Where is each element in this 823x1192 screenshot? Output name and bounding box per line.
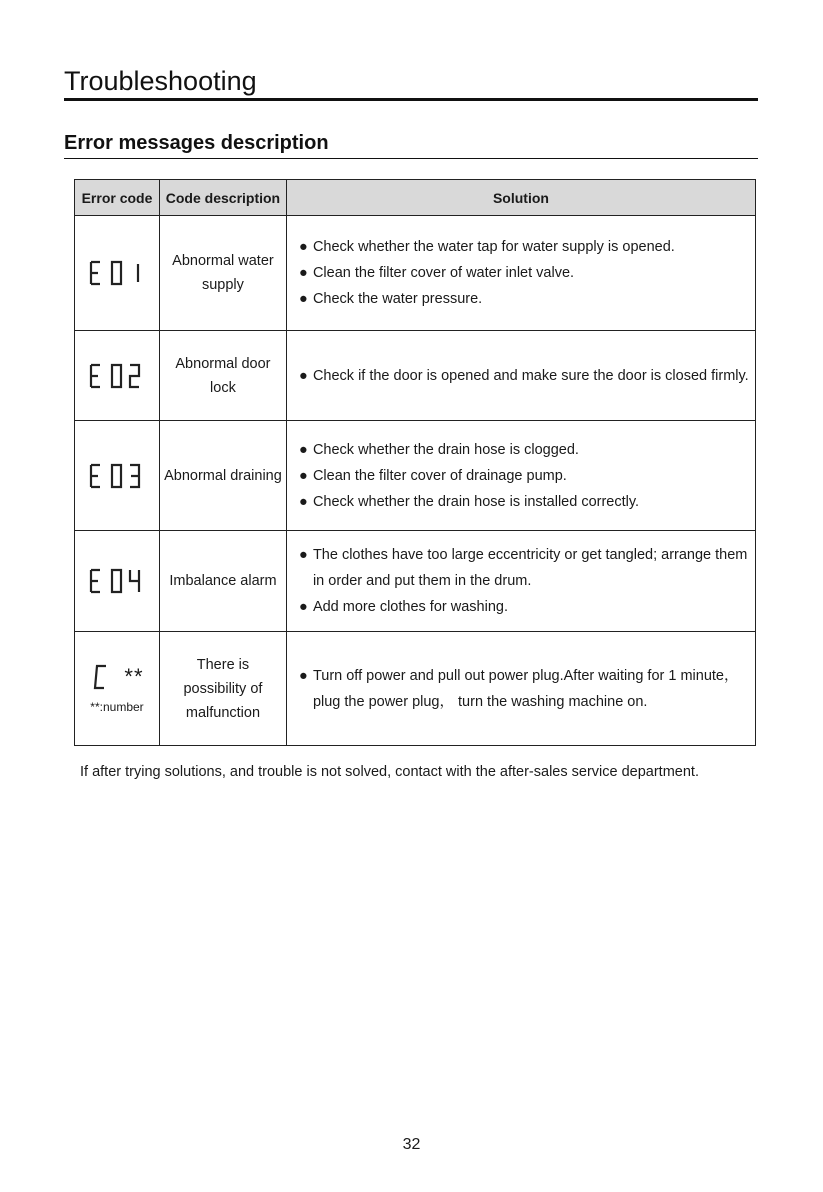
solution-item: ● Check whether the drain hose is clogged. — [299, 437, 751, 463]
error-code-e04-display — [88, 568, 146, 594]
code-description: Abnormal draining — [159, 421, 286, 531]
solution-item: ● Clean the filter cover of drainage pump. — [299, 463, 751, 489]
solution-item: ● Check whether the drain hose is installed correctly. — [299, 489, 751, 515]
bullet-icon: ● — [298, 599, 308, 615]
solution-cell — [286, 331, 755, 421]
table-row — [75, 531, 756, 632]
solution-item: ● Add more clothes for washing. — [299, 594, 751, 620]
section-rule — [64, 158, 758, 159]
solution-item: ● Turn off power and pull out power plug.After waiting for 1 minute， plug the power plug， turn the washing machine on. — [299, 663, 751, 715]
title-rule — [64, 98, 758, 101]
bullet-icon: ● — [298, 441, 308, 458]
code-description: Abnormal water supply — [159, 216, 286, 331]
table-row — [75, 632, 756, 746]
page-title: Troubleshooting — [64, 66, 257, 96]
error-code-cell — [75, 531, 160, 632]
solution-item: ● Check if the door is opened and make sure the door is closed firmly. — [299, 363, 751, 389]
solution-item: ● Check the water pressure. — [299, 286, 751, 312]
code-description: Imbalance alarm — [159, 531, 286, 632]
bullet-icon: ● — [298, 467, 308, 484]
error-code-cell — [75, 632, 160, 746]
error-code-cell — [75, 421, 160, 531]
bullet-icon: ● — [298, 291, 308, 307]
bullet-icon: ● — [298, 265, 308, 281]
solution-cell — [286, 632, 755, 746]
table-header-row — [75, 180, 756, 216]
bullet-icon: ● — [298, 493, 308, 510]
page-number: 32 — [402, 1136, 421, 1153]
error-code-e03-display — [88, 463, 146, 489]
table-row — [75, 331, 756, 421]
bullet-icon: ● — [298, 239, 308, 255]
solution-cell — [286, 421, 755, 531]
error-code-e01-display — [88, 260, 146, 286]
error-code-suffix: ** — [124, 663, 144, 689]
solution-item: ● Clean the filter cover of water inlet valve. — [299, 260, 751, 286]
solution-item: ● Check whether the water tap for water supply is opened. — [299, 234, 751, 260]
header-error-code: Error code — [75, 180, 160, 216]
solution-cell — [286, 216, 755, 331]
section-heading: Error messages description — [64, 132, 329, 154]
error-table — [74, 179, 756, 746]
code-description: There is possibility of malfunction — [159, 632, 286, 746]
error-code-cell — [75, 216, 160, 331]
error-code-c-display — [90, 664, 116, 690]
solution-cell — [286, 531, 755, 632]
code-description: Abnormal door lock — [159, 331, 286, 421]
error-code-cell — [75, 331, 160, 421]
solution-item: ● The clothes have too large eccentricity or get tangled; arrange them in order and put them in the drum. — [299, 542, 751, 594]
table-row — [75, 216, 756, 331]
bullet-icon: ● — [298, 367, 308, 384]
code-note: **:number — [90, 699, 144, 714]
header-code-description: Code description — [159, 180, 286, 216]
header-solution: Solution — [286, 180, 755, 216]
bullet-icon: ● — [298, 667, 308, 684]
table-row — [75, 421, 756, 531]
bullet-icon: ● — [298, 547, 308, 563]
footer-note: If after trying solutions, and trouble is not solved, contact with the after-sales service department. — [80, 764, 699, 780]
error-code-e02-display — [88, 363, 146, 389]
